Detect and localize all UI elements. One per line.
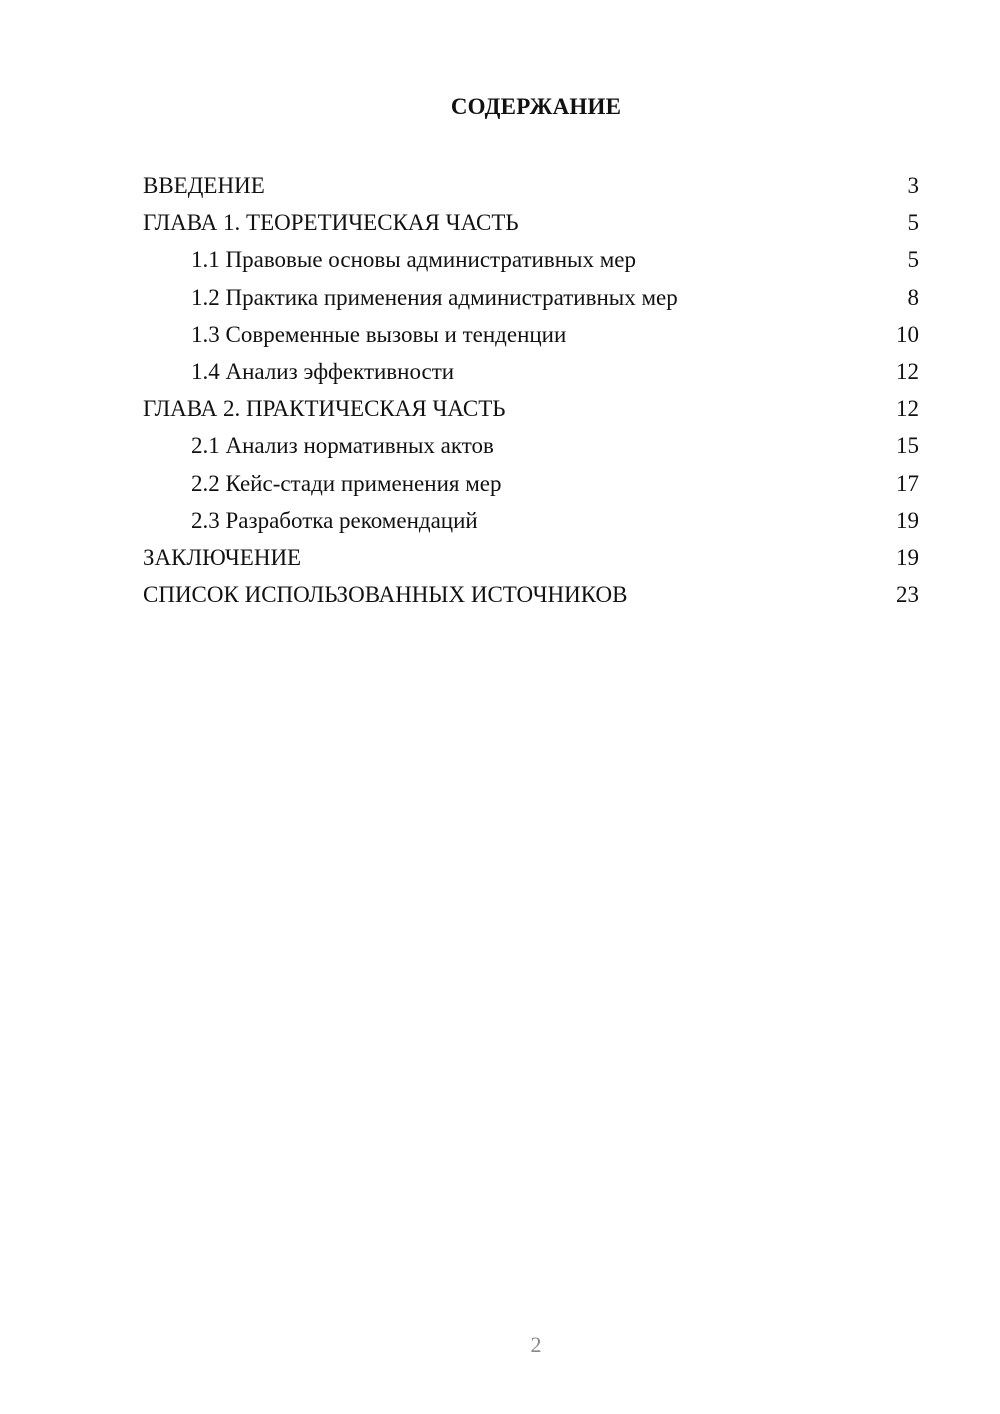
toc-entry-section-2-1[interactable] [143,427,919,464]
page-number: 2 [530,1332,542,1357]
toc-entry-introduction[interactable] [143,167,919,204]
toc-entry-page: 12 [896,358,919,384]
toc-entry-section-2-2[interactable] [143,465,919,502]
toc-entry-page: 17 [896,470,919,496]
toc-entry-label: ЗАКЛЮЧЕНИЕ [143,544,302,570]
toc-entry-page: 10 [896,321,919,347]
toc-entry-page: 5 [907,247,919,273]
toc-entry-page: 15 [896,433,919,459]
toc-entry-references[interactable] [143,576,919,613]
table-of-contents [143,167,919,613]
toc-entry-page: 12 [896,396,919,422]
toc-entry-section-1-4[interactable] [143,353,919,390]
toc-entry-label: 1.4 Анализ эффективности [191,358,455,384]
toc-entry-chapter-1[interactable] [143,204,919,241]
toc-entry-page: 8 [907,284,919,310]
toc-entry-section-1-3[interactable] [143,316,919,353]
toc-entry-label: ВВЕДЕНИЕ [143,173,265,198]
toc-entry-label: 1.3 Современные вызовы и тенденции [191,321,567,347]
toc-entry-conclusion[interactable] [143,539,919,576]
toc-entry-label: СПИСОК ИСПОЛЬЗОВАННЫХ ИСТОЧНИКОВ [143,582,628,608]
toc-entry-page: 19 [896,507,919,533]
toc-entry-page: 19 [896,544,919,570]
toc-entry-page: 3 [907,173,919,198]
toc-entry-chapter-2[interactable] [143,390,919,427]
toc-entry-section-1-1[interactable] [143,241,919,278]
toc-entry-label: ГЛАВА 1. ТЕОРЕТИЧЕСКАЯ ЧАСТЬ [143,210,519,236]
toc-entry-label: 1.2 Практика применения административных мер [191,284,678,310]
toc-entry-page: 5 [907,210,919,236]
page-title: СОДЕРЖАНИЕ [450,94,622,119]
toc-entry-label: 2.1 Анализ нормативных актов [191,433,494,459]
toc-entry-section-2-3[interactable] [143,502,919,539]
toc-entry-label: 2.2 Кейс-стади применения мер [191,470,502,496]
toc-entry-page: 23 [896,582,919,608]
toc-entry-label: ГЛАВА 2. ПРАКТИЧЕСКАЯ ЧАСТЬ [143,396,506,422]
toc-entry-label: 2.3 Разработка рекомендаций [191,507,478,533]
toc-entry-section-1-2[interactable] [143,279,919,316]
toc-entry-label: 1.1 Правовые основы административных мер [191,247,636,273]
